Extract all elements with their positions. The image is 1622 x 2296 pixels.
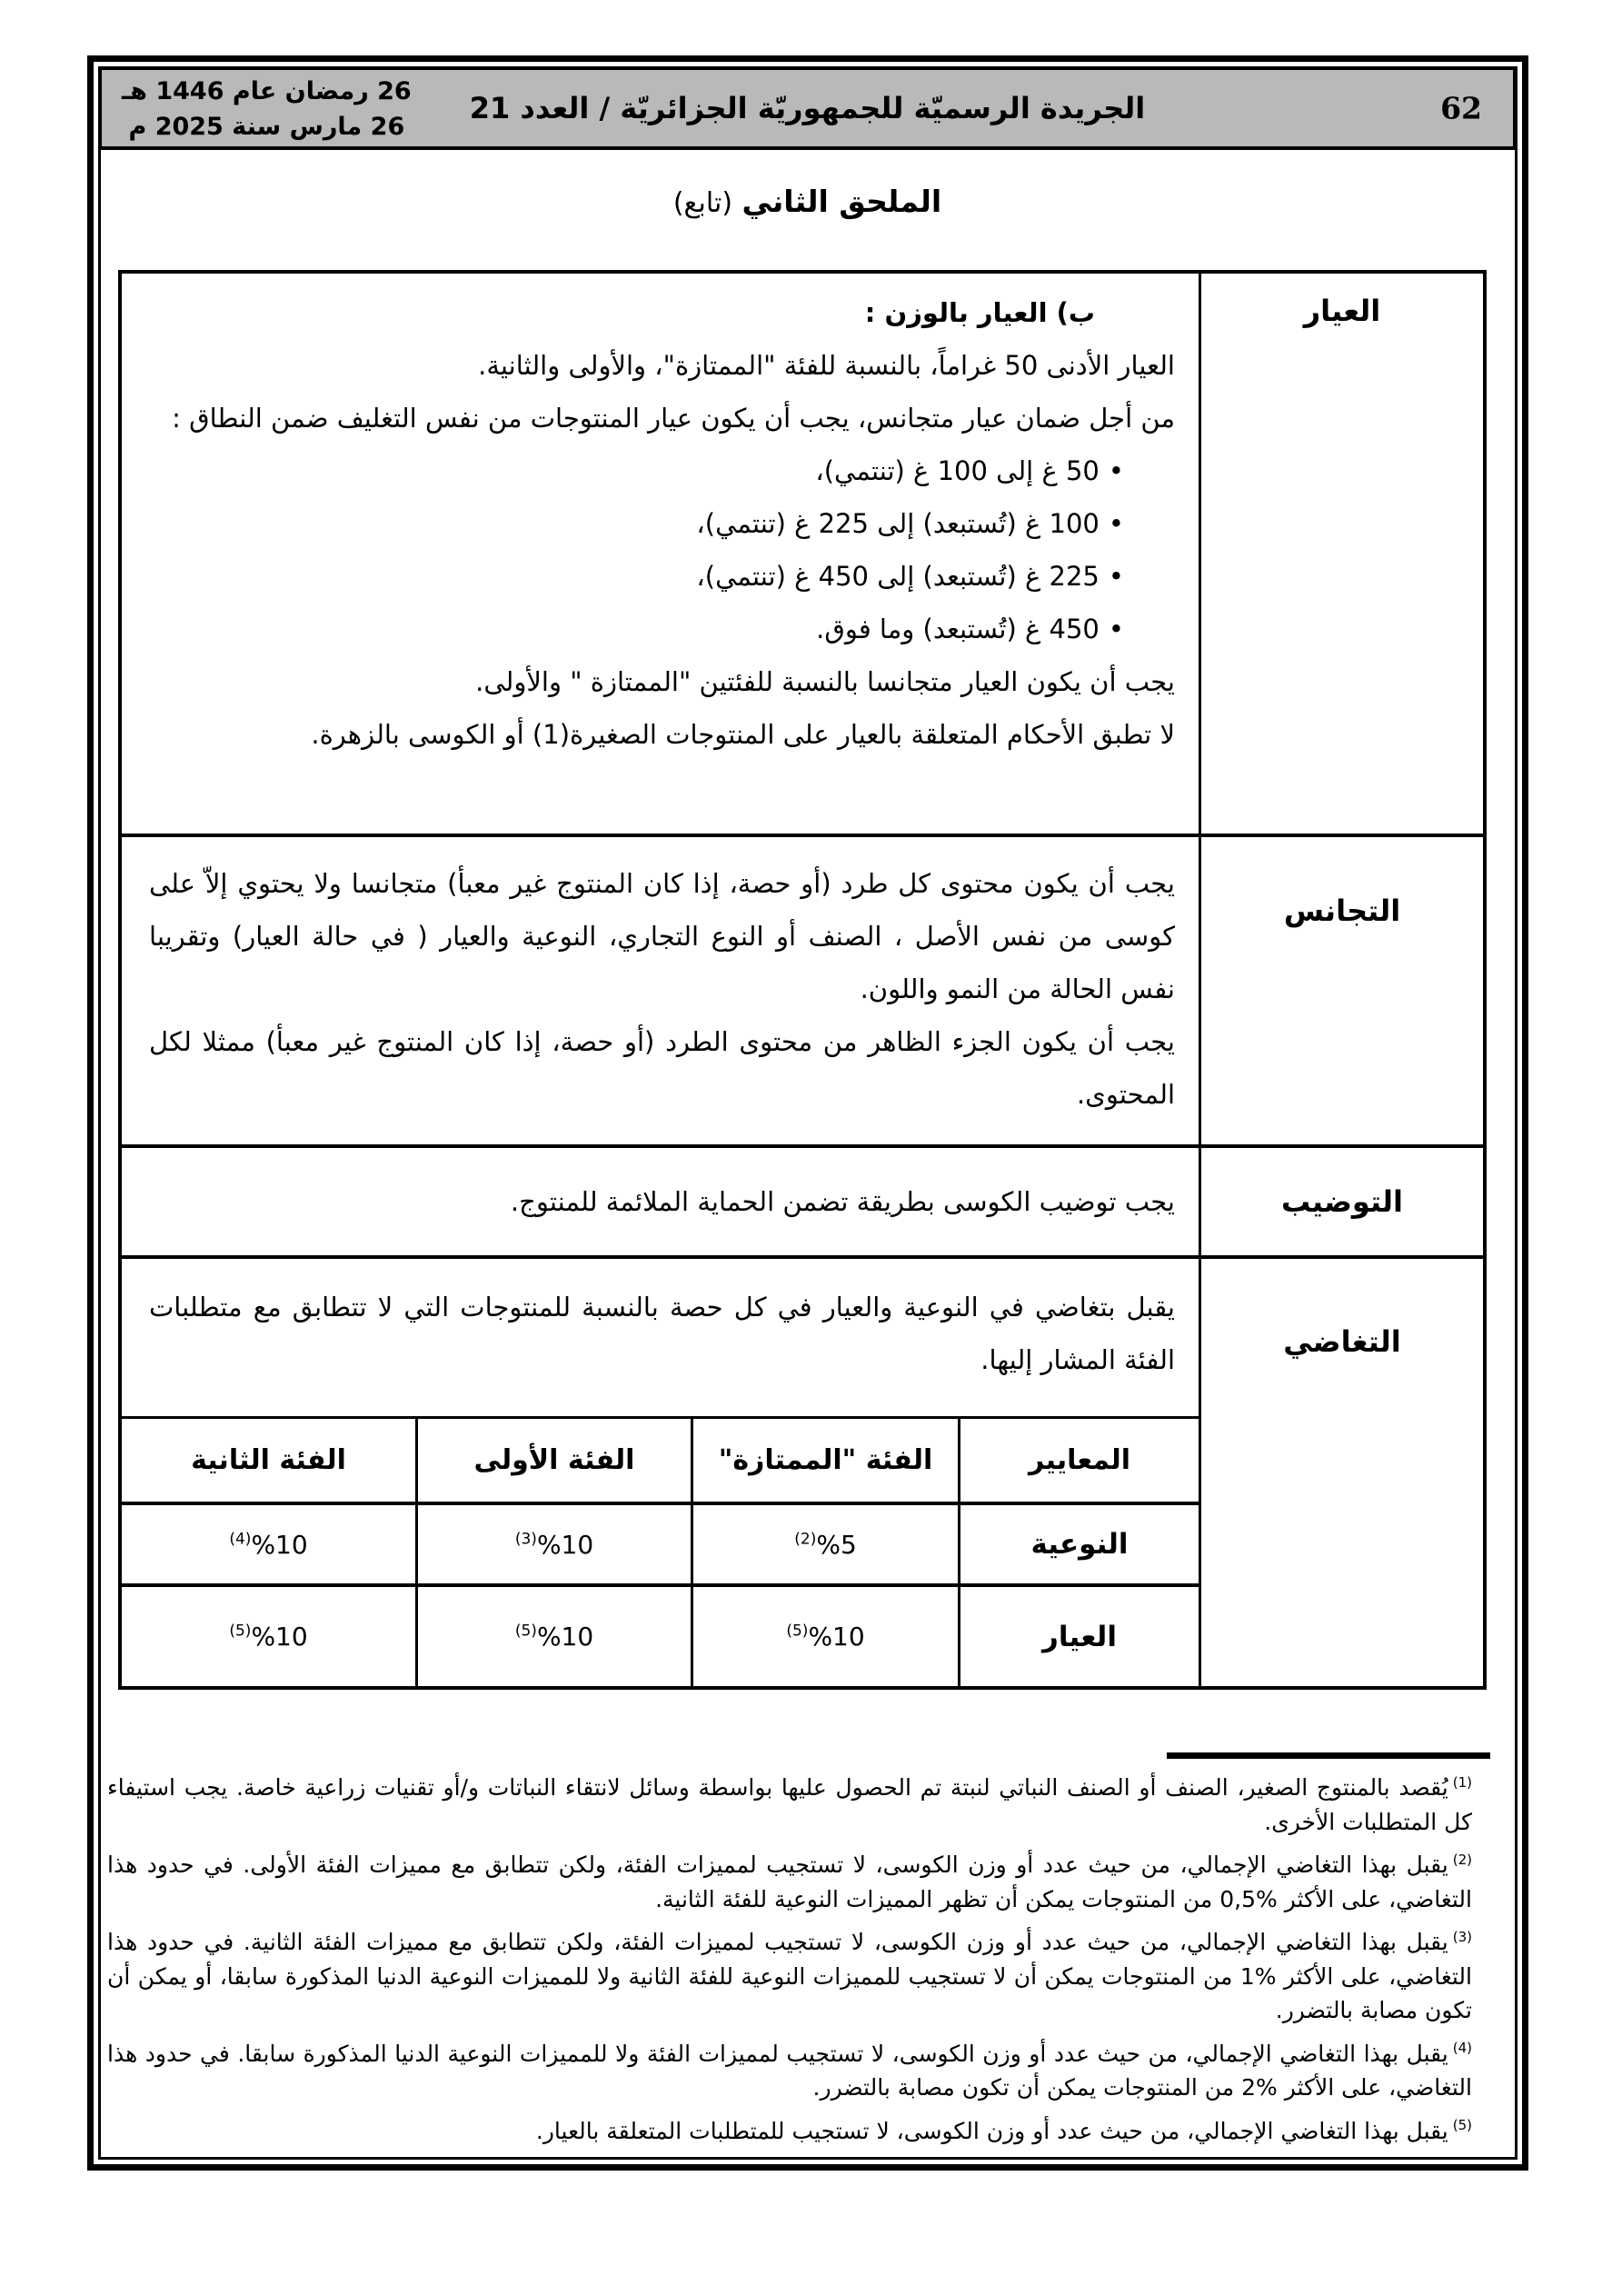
page-number: 62 xyxy=(1440,90,1482,126)
sizing-range-4: 450 غ (تُستبعد) وما فوق. xyxy=(816,614,1100,644)
footnote-ref: (5) xyxy=(786,1622,809,1641)
row-label-sizing: العيار xyxy=(1199,274,1483,837)
footnote-ref: (3) xyxy=(514,1530,537,1549)
bullet-icon: • xyxy=(1108,561,1124,592)
footnote-ref: (4) xyxy=(229,1530,252,1549)
specification-table xyxy=(118,270,1487,1690)
annex-title-suffix: (تابع) xyxy=(672,187,733,219)
sizing-paragraph-4: لا تطبق الأحكام المتعلقة بالعيار على المنتوجات الصغيرة(1) أو الكوسى بالزهرة. xyxy=(311,719,1175,750)
uniformity-paragraph-2: يجب أن يكون الجزء الظاهر من محتوى الطرد (أو حصة، إذا كان المنتوج غير معبأ) ممثلا لكل المحتوى. xyxy=(149,1026,1175,1110)
footnote-3: $^{(3)}$يقبل بهذا التغاضي الإجمالي، من حيث عدد أو وزن الكوسى، لا تستجيب لمميزات الفئة، ولكن تتطابق مع مميزات الفئة الثانية. في حدود هذا التغاضي، على الأكثر %1 من المنتوجات يمكن أن لا تستجيب للمميزات النوعية للفئة الثانية ولا للمميزات النوعية الدنيا المذكورة سابقا، أو يمكن أن تكون مصابة بالتضرر. xyxy=(107,1928,1472,2023)
row-content-sizing xyxy=(122,274,1199,837)
row-content-tolerance xyxy=(122,1259,1199,1419)
quality-row-label: النوعية xyxy=(958,1505,1199,1587)
sizing-range-3: 225 غ (تُستبعد) إلى 450 غ (تنتمي)، xyxy=(696,561,1100,592)
journal-title: الجريدة الرسميّة للجمهوريّة الجزائريّة / العدد 21 xyxy=(469,91,1146,125)
row-content-packaging xyxy=(122,1148,1199,1259)
sizing-range-2: 100 غ (تُستبعد) إلى 225 غ (تنتمي)، xyxy=(696,508,1100,539)
date-gregorian: 26 مارس سنة 2025 م xyxy=(128,113,405,142)
sizing-range-1: 50 غ إلى 100 غ (تنتمي)، xyxy=(815,455,1100,486)
bullet-icon: • xyxy=(1108,614,1124,644)
footnote-ref: (2) xyxy=(794,1530,817,1549)
annex-title xyxy=(88,184,1527,219)
bullet-icon: • xyxy=(1108,508,1124,539)
footnotes xyxy=(107,1771,1472,2157)
footnote-4: $^{(4)}$يقبل بهذا التغاضي الإجمالي، من حيث عدد أو وزن الكوسى، لا تستجيب لمميزات الفئة ولا للمميزات النوعية الدنيا المذكورة سابقا. في حدود هذا التغاضي، على الأكثر %2 من المنتوجات يمكن أن تكون مصابة بالتضرر. xyxy=(107,2040,1472,2101)
uniformity-paragraph-1: يجب أن يكون محتوى كل طرد (أو حصة، إذا كان المنتوج غير معبأ) متجانسا ولا يحتوي إلاّ على كوسى من نفس الأصل ، الصنف أو النوع التجاري، النوعية والعيار ( في حالة العيار) وتقريبا نفس الحالة من النمو واللون. xyxy=(149,868,1175,1004)
sizing-paragraph-3: يجب أن يكون العيار متجانسا بالنسبة للفئتين "الممتازة " والأولى. xyxy=(475,666,1175,697)
footnote-marker: (5) xyxy=(1452,2117,1472,2134)
sizing-paragraph-1: العيار الأدنى 50 غراماً، بالنسبة للفئة "الممتازة"، والأولى والثانية. xyxy=(478,350,1175,381)
packaging-paragraph: يجب توضيب الكوسى بطريقة تضمن الحماية الملائمة للمنتوج. xyxy=(510,1186,1175,1217)
footnote-separator xyxy=(1167,1752,1490,1759)
footnote-marker: (1) xyxy=(1452,1773,1472,1791)
footnote-marker: (4) xyxy=(1452,2040,1472,2057)
sizing-first-value: $^{(5)}$%10 xyxy=(415,1587,691,1686)
masthead-bar xyxy=(98,66,1517,150)
first-class-col-header: الفئة الأولى xyxy=(415,1419,691,1505)
quality-premium-value: $^{(2)}$%5 xyxy=(691,1505,958,1587)
footnote-ref: (5) xyxy=(229,1622,252,1641)
tolerance-paragraph: يقبل بتغاضي في النوعية والعيار في كل حصة بالنسبة للمنتوجات التي لا تتطابق مع متطلبات الفئة المشار إليها. xyxy=(149,1292,1175,1375)
annex-title-main: الملحق الثاني xyxy=(741,184,942,219)
date-hijri: 26 رمضان عام 1446 هـ xyxy=(122,77,412,105)
list-item xyxy=(149,444,1124,497)
sizing-premium-value: $^{(5)}$%10 xyxy=(691,1587,958,1686)
footnote-2: $^{(2)}$يقبل بهذا التغاضي الإجمالي، من حيث عدد أو وزن الكوسى، لا تستجيب لمميزات الفئة، ولكن تتطابق مع مميزات الفئة الأولى. في حدود هذا التغاضي، على الأكثر %0,5 من المنتوجات يمكن أن تظهر المميزات النوعية للفئة الثانية. xyxy=(107,1851,1472,1912)
row-label-packaging: التوضيب xyxy=(1199,1148,1483,1259)
footnote-marker: (2) xyxy=(1452,1851,1472,1868)
list-item xyxy=(149,497,1124,550)
sizing-second-value: $^{(5)}$%10 xyxy=(229,1622,308,1652)
row-label-uniformity: التجانس xyxy=(1199,837,1483,1148)
quality-first-value: $^{(3)}$%10 xyxy=(415,1505,691,1587)
footnote-1: $^{(1)}$يُقصد بالمنتوج الصغير، الصنف أو الصنف النباتي لنبتة تم الحصول عليها بواسطة وسائل لانتقاء النباتات و/أو تقنيات زراعية خاصة. يجب استيفاء كل المتطلبات الأخرى. xyxy=(107,1773,1472,1835)
row-content-uniformity xyxy=(122,837,1199,1148)
quality-second-value: $^{(4)}$%10 xyxy=(122,1505,415,1587)
sizing-paragraph-2: من أجل ضمان عيار متجانس، يجب أن يكون عيار المنتوجات من نفس التغليف ضمن النطاق : xyxy=(172,403,1175,434)
second-class-col-header: الفئة الثانية xyxy=(122,1419,415,1505)
footnote-ref: (5) xyxy=(514,1622,537,1641)
row-label-tolerance: التغاضي xyxy=(1199,1259,1483,1686)
sizing-row-label: العيار xyxy=(958,1587,1199,1686)
list-item xyxy=(149,550,1124,603)
sizing-range-list xyxy=(149,444,1175,655)
criteria-col-header: المعايير xyxy=(958,1419,1199,1505)
footnote-marker: (3) xyxy=(1452,1928,1472,1945)
sizing-heading: ب) العيار بالوزن : xyxy=(864,297,1095,328)
list-item xyxy=(149,603,1124,655)
bullet-icon: • xyxy=(1108,455,1124,486)
premium-class-col-header: الفئة "الممتازة" xyxy=(691,1419,958,1505)
tolerance-criteria-table xyxy=(122,1419,1199,1686)
footnote-5: $^{(5)}$يقبل بهذا التغاضي الإجمالي، من حيث عدد أو وزن الكوسى، لا تستجيب للمتطلبات المتعلقة بالعيار. xyxy=(535,2117,1472,2144)
